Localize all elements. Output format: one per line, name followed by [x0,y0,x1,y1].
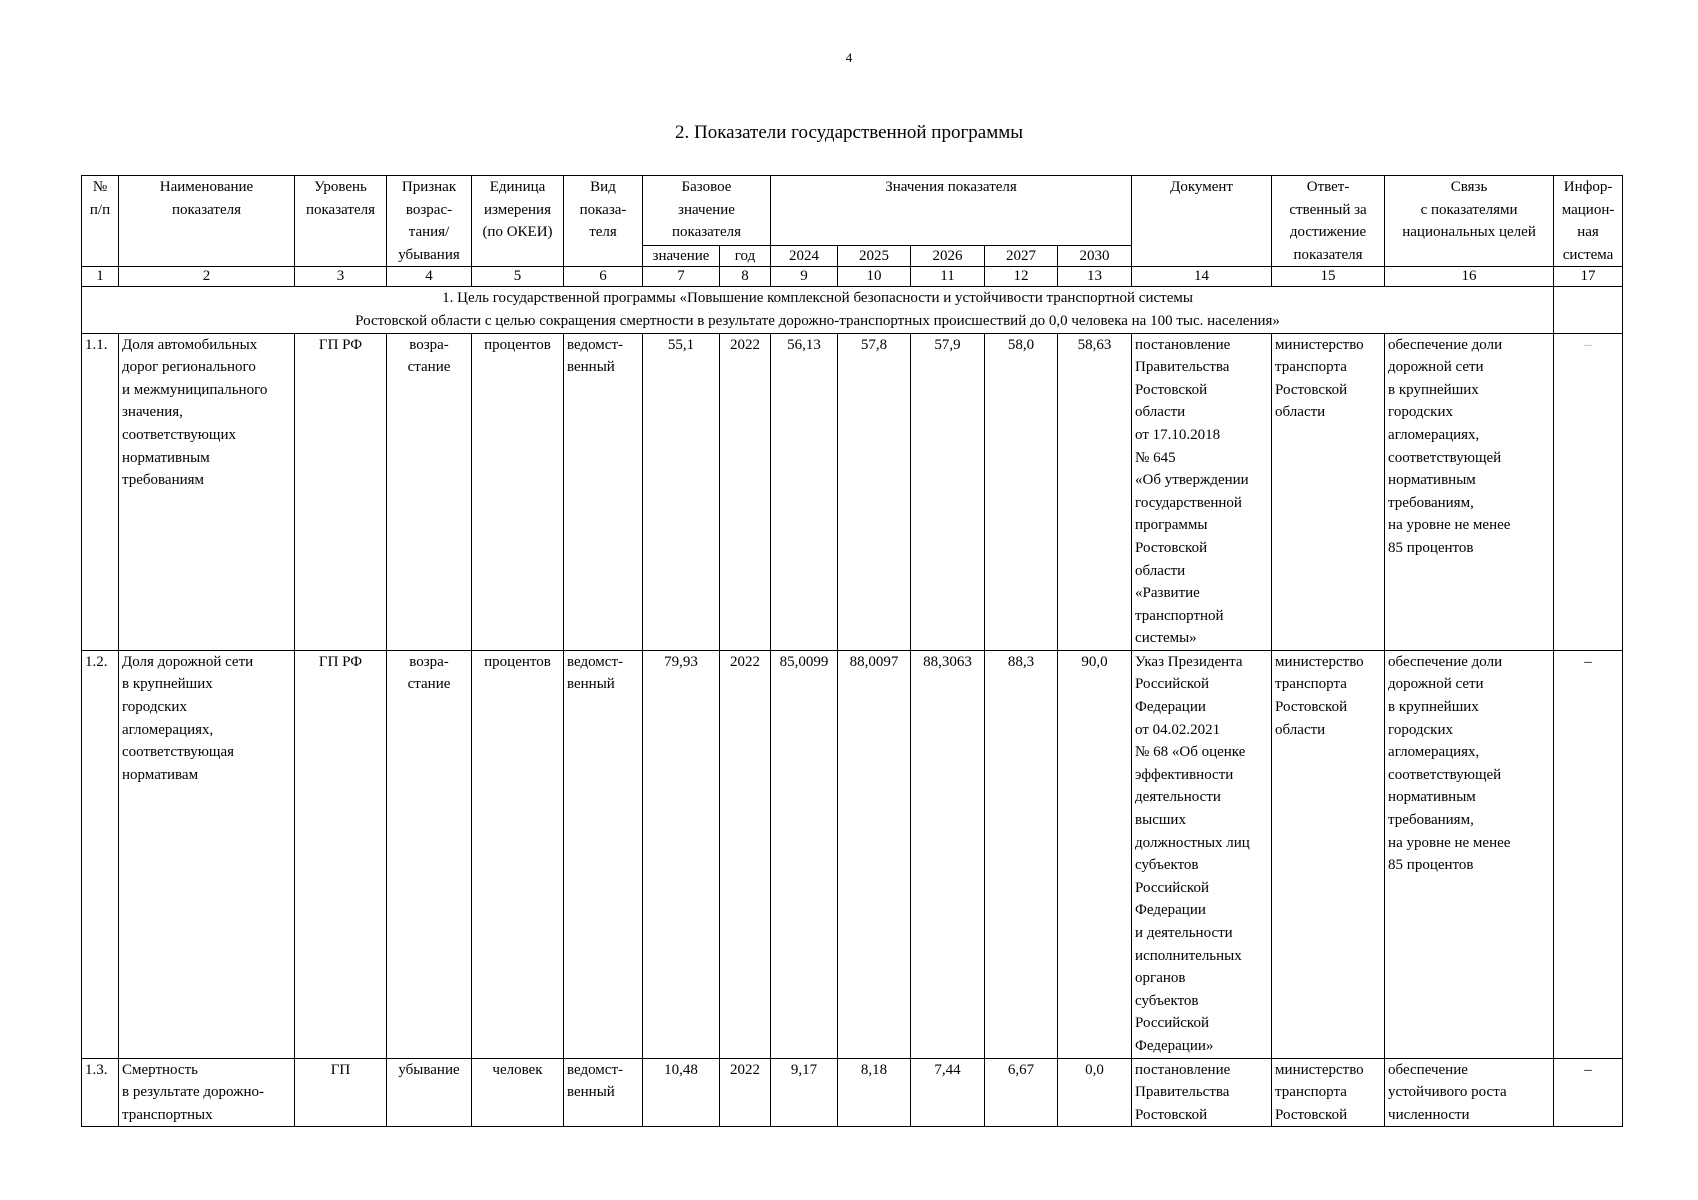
header-info: Инфор- мацион- ная система [1554,176,1623,267]
responsible: министерство транспорта Ростовской области [1272,333,1385,650]
indicator-sign: возра- стание [387,650,472,1058]
header-link: Связь с показателями национальных целей [1385,176,1554,267]
column-number: 16 [1385,267,1554,287]
national-goal-link: обеспечение устойчивого роста численности [1385,1058,1554,1127]
value-2024: 56,13 [771,333,838,650]
column-number: 8 [720,267,771,287]
base-year: 2022 [720,333,771,650]
header-document: Документ [1132,176,1272,267]
info-system: – [1554,333,1623,650]
header-year-2030: 2030 [1058,246,1132,267]
header-base-value: значение [643,246,720,267]
document: Указ Президента Российской Федерации от 04.02.2021 № 68 «Об оценке эффективности деятельности высших должностных лиц субъектов Российской Федерации и деятельности исполнительных органов субъектов Российской Федерации» [1132,650,1272,1058]
responsible: министерство транспорта Ростовской [1272,1058,1385,1127]
column-number: 14 [1132,267,1272,287]
indicator-type: ведомст- венный [564,333,643,650]
goal-text: 1. Цель государственной программы «Повышение комплексной безопасности и устойчивости транспортной системы Ростовской области с целью сокращения смертности в результате дорожно-транспортных происшествий до 0,0 человека на 100 тыс. населения» [82,287,1554,333]
indicator-unit: процентов [472,333,564,650]
indicator-type: ведомст- венный [564,650,643,1058]
info-system: – [1554,650,1623,1058]
header-sign: Признак возрас- тания/ убывания [387,176,472,267]
indicator-name: Смертность в результате дорожно- транспортных [119,1058,295,1127]
table-row [82,650,1623,1058]
document: постановление Правительства Ростовской области от 17.10.2018 № 645 «Об утверждении государственной программы Ростовской области «Развитие транспортной системы» [1132,333,1272,650]
indicators-table [81,175,1623,1127]
indicator-type: ведомст- венный [564,1058,643,1127]
header-responsible: Ответ- ственный за достижение показателя [1272,176,1385,267]
value-2025: 88,0097 [838,650,911,1058]
header-type: Вид показа- теля [564,176,643,267]
indicator-name: Доля автомобильных дорог регионального и межмуниципального значения, соответствующих нормативным требованиям [119,333,295,650]
column-number: 15 [1272,267,1385,287]
value-2027: 58,0 [985,333,1058,650]
value-2024: 9,17 [771,1058,838,1127]
value-2030: 0,0 [1058,1058,1132,1127]
column-number: 13 [1058,267,1132,287]
column-number: 17 [1554,267,1623,287]
page-title: 2. Показатели государственной программы [674,122,1024,143]
table-row [82,333,1623,650]
column-number: 3 [295,267,387,287]
value-2027: 6,67 [985,1058,1058,1127]
value-2030: 58,63 [1058,333,1132,650]
header-name: Наименование показателя [119,176,295,267]
column-number: 6 [564,267,643,287]
column-number: 4 [387,267,472,287]
header-unit: Единица измерения (по ОКЕИ) [472,176,564,267]
document: постановление Правительства Ростовской [1132,1058,1272,1127]
base-year: 2022 [720,650,771,1058]
row-number: 1.1. [82,333,119,650]
row-number: 1.2. [82,650,119,1058]
indicator-name: Доля дорожной сети в крупнейших городских агломерациях, соответствующая нормативам [119,650,295,1058]
column-number: 1 [82,267,119,287]
column-number: 7 [643,267,720,287]
indicator-sign: убывание [387,1058,472,1127]
header-values: Значения показателя [771,176,1132,246]
column-number: 2 [119,267,295,287]
info-system: – [1554,1058,1623,1127]
base-value: 10,48 [643,1058,720,1127]
base-value: 55,1 [643,333,720,650]
header-year-2025: 2025 [838,246,911,267]
column-number: 12 [985,267,1058,287]
column-number: 5 [472,267,564,287]
value-2026: 7,44 [911,1058,985,1127]
indicator-unit: человек [472,1058,564,1127]
header-base-year: год [720,246,771,267]
table-row [82,1058,1623,1127]
national-goal-link: обеспечение доли дорожной сети в крупнейших городских агломерациях, соответствующей нормативным требованиям, на уровне не менее 85 процентов [1385,333,1554,650]
value-2025: 57,8 [838,333,911,650]
header-level: Уровень показателя [295,176,387,267]
base-value: 79,93 [643,650,720,1058]
row-number: 1.3. [82,1058,119,1127]
header-no: № п/п [82,176,119,267]
indicator-level: ГП РФ [295,333,387,650]
national-goal-link: обеспечение доли дорожной сети в крупнейших городских агломерациях, соответствующей нормативным требованиям, на уровне не менее 85 процентов [1385,650,1554,1058]
column-number: 11 [911,267,985,287]
value-2026: 88,3063 [911,650,985,1058]
value-2025: 8,18 [838,1058,911,1127]
goal-info-cell [1554,287,1623,333]
column-numbers-row [82,267,1623,287]
value-2026: 57,9 [911,333,985,650]
responsible: министерство транспорта Ростовской области [1272,650,1385,1058]
header-year-2026: 2026 [911,246,985,267]
value-2030: 90,0 [1058,650,1132,1058]
header-base: Базовое значение показателя [643,176,771,246]
column-number: 10 [838,267,911,287]
header-row-1 [82,176,1623,246]
indicator-unit: процентов [472,650,564,1058]
page-number: 4 [845,50,853,65]
indicator-level: ГП РФ [295,650,387,1058]
value-2027: 88,3 [985,650,1058,1058]
header-year-2024: 2024 [771,246,838,267]
base-year: 2022 [720,1058,771,1127]
column-number: 9 [771,267,838,287]
value-2024: 85,0099 [771,650,838,1058]
goal-row [82,287,1623,333]
indicator-sign: возра- стание [387,333,472,650]
header-year-2027: 2027 [985,246,1058,267]
indicator-level: ГП [295,1058,387,1127]
